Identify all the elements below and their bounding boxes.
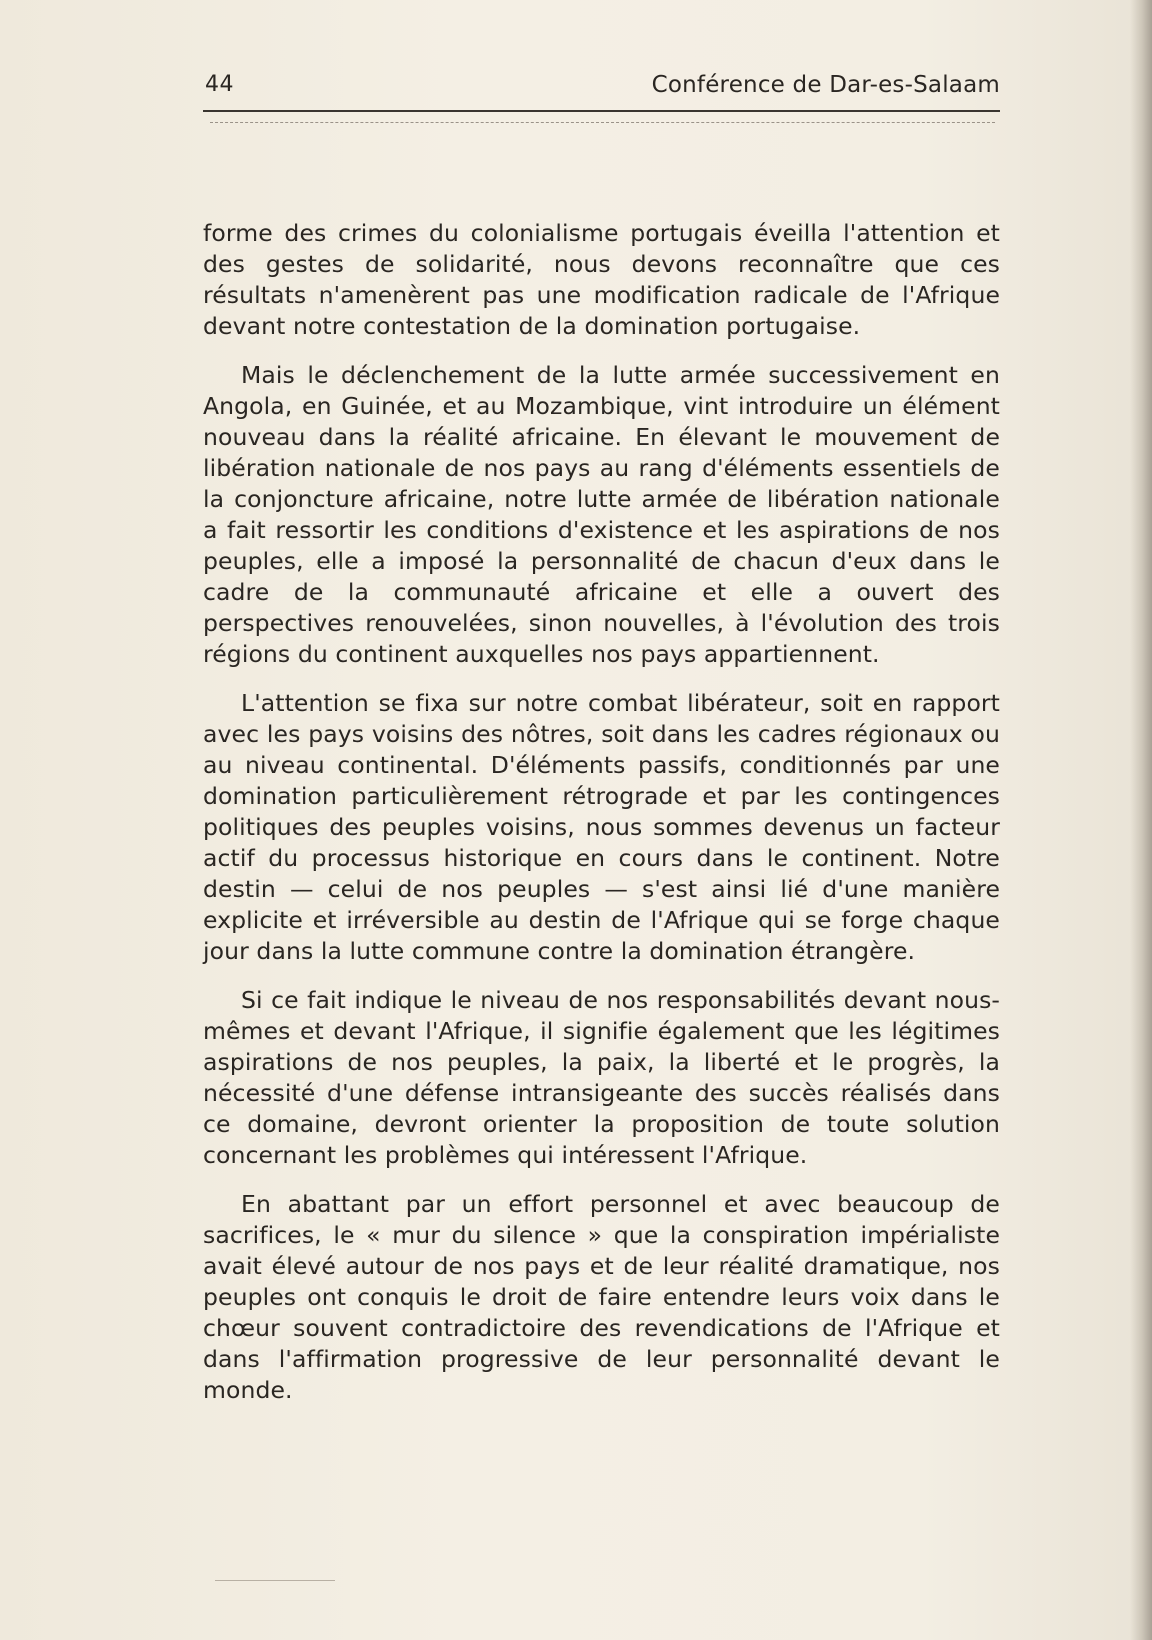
running-title: Conférence de Dar-es-Salaam — [651, 72, 1000, 98]
header-rule — [203, 110, 1000, 112]
paragraph-1: forme des crimes du colonialisme portugais éveilla l'attention et des gestes de solidarité, nous devons reconnaître que ces résultats n'amenèrent pas une modification radicale de l'Afrique devant notre contestation de la domination portugaise. — [203, 219, 1000, 340]
page-number: 44 — [205, 72, 234, 97]
page-edge-shadow — [1130, 0, 1152, 1640]
paragraph-2: Mais le déclenchement de la lutte armée successivement en Angola, en Guinée, et au Mozambique, vint introduire un élément nouveau dans la réalité africaine. En élevant le mouvement de libération nationale de nos pays au rang d'éléments essentiels de la conjoncture africaine, notre lutte armée de libération nationale a fait ressortir les conditions d'existence et les aspirations de nos peuples, elle a imposé la personnalité de chacun d'eux dans le cadre de la communauté africaine et elle a ouvert des perspectives renouvelées, sinon nouvelles, à l'évolution des trois régions du continent auxquelles nos pays appartiennent. — [203, 361, 1000, 668]
paragraph-4: Si ce fait indique le niveau de nos responsabilités devant nous-mêmes et devant l'Afrique, il signifie également que les légitimes aspirations de nos peuples, la paix, la liberté et le progrès, la nécessité d'une défense intransigeante des succès réalisés dans ce domaine, devront orienter la proposition de toute solution concernant les problèmes qui intéressent l'Afrique. — [203, 986, 1000, 1169]
body-text — [203, 218, 1000, 1424]
page-header — [205, 72, 1000, 112]
paragraph-5: En abattant par un effort personnel et avec beaucoup de sacrifices, le « mur du silence » que la conspiration impérialiste avait élevé autour de nos pays et de leur réalité dramatique, nos peuples ont conquis le droit de faire entendre leurs voix dans le chœur souvent contradictoire des revendications de l'Afrique et dans l'affirmation progressive de leur personnalité devant le monde. — [203, 1190, 1000, 1404]
header-rule-secondary — [210, 122, 995, 123]
footer-mark — [215, 1580, 335, 1581]
paragraph-3: L'attention se fixa sur notre combat libérateur, soit en rapport avec les pays voisins des nôtres, soit dans les cadres régionaux ou au niveau continental. D'éléments passifs, conditionnés par une domination particulièrement rétrograde et par les contingences politiques des peuples voisins, nous sommes devenus un facteur actif du processus historique en cours dans le continent. Notre destin — celui de nos peuples — s'est ainsi lié d'une manière explicite et irréversible au destin de l'Afrique qui se forge chaque jour dans la lutte commune contre la domination étrangère. — [203, 689, 1000, 965]
